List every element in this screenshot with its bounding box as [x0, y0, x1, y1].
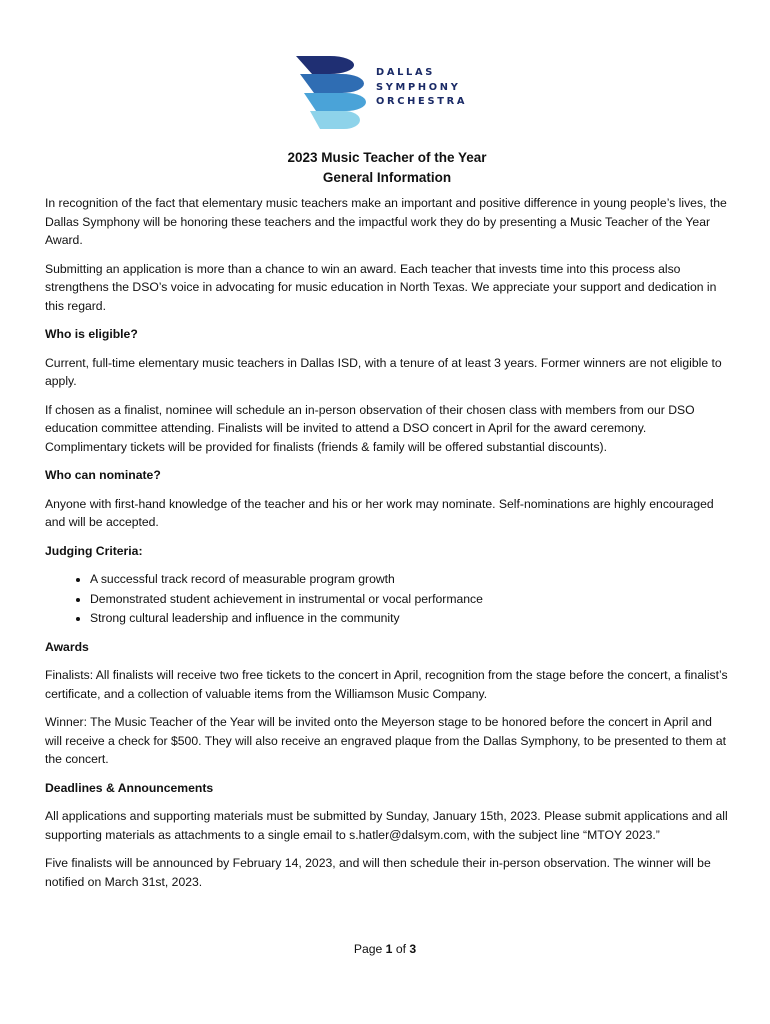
document-title: [45, 148, 729, 188]
logo-band-lightblue: [304, 93, 366, 111]
intro-paragraph-1: In recognition of the fact that elementary music teachers make an important and positive difference in young people’s lives, the Dallas Symphony will be honoring these teachers and the impactful work they do by presenting a Music Teacher of the Year Award.: [45, 196, 727, 247]
title-line-2: General Information: [322, 170, 452, 185]
dso-logo-mark-icon: [290, 52, 370, 130]
awards-finalists-paragraph: Finalists: All finalists will receive two free tickets to the concert in April, recognition from the stage before the concert, a finalist’s certificate, and a collection of valuable items from the Williamson Music Company.: [45, 668, 728, 701]
document-body: [45, 148, 729, 901]
nominate-heading: Who can nominate?: [45, 468, 161, 482]
awards-winner-paragraph: Winner: The Music Teacher of the Year will be invited onto the Meyerson stage to be honored before the concert in April and will receive a check for $500. They will also receive an engraved plaque from the Dallas Symphony, to be presented to them at the concert.: [45, 715, 727, 766]
deadlines-paragraph-1: All applications and supporting materials must be submitted by Sunday, January 15th, 2023. Please submit applications and all supporting materials as attachments to a single email to s.hatler@dalsym.com, with the subject line “MTOY 2023.”: [45, 809, 728, 842]
dso-logo: [290, 52, 490, 130]
judging-criterion: • A successful track record of measurable program growth: [90, 570, 729, 589]
deadlines-paragraph-2: Five finalists will be announced by February 14, 2023, and will then schedule their in-person observation. The winner will be notified on March 31st, 2023.: [45, 856, 711, 889]
intro-paragraph-2: Submitting an application is more than a chance to win an award. Each teacher that invests time into this process also strengthens the DSO’s voice in advocating for music education in North Texas. We appreciate your support and dedication in this regard.: [45, 261, 717, 313]
logo-band-blue: [300, 74, 364, 93]
logo-band-paleblue: [310, 111, 360, 129]
eligible-heading: Who is eligible?: [45, 327, 138, 341]
page-label: Page: [353, 942, 383, 956]
title-line-1: 2023 Music Teacher of the Year: [287, 150, 487, 165]
page-current: 1: [385, 942, 393, 956]
judging-criterion: • Strong cultural leadership and influence in the community: [90, 609, 729, 628]
eligible-paragraph-2: If chosen as a finalist, nominee will schedule an in-person observation of their chosen class with members from our DSO education committee attending. Finalists will be invited to attend a DSO concert in April for the award ceremony. Complimentary tickets will be provided for finalists (friends & family will be offered substantial discounts).: [45, 402, 695, 454]
logo-wordmark: [376, 66, 467, 110]
page-of-label: of: [395, 942, 407, 956]
logo-line-dallas: DALLAS: [376, 67, 436, 78]
logo-line-orchestra: ORCHESTRA: [376, 96, 468, 107]
page-total: 3: [409, 942, 417, 956]
logo-line-symphony: SYMPHONY: [376, 81, 461, 93]
page-footer: [0, 942, 770, 956]
logo-band-navy: [296, 56, 354, 74]
deadlines-heading: Deadlines & Announcements: [45, 780, 214, 795]
judging-heading: Judging Criteria:: [45, 543, 143, 558]
eligible-paragraph-1: Current, full-time elementary music teachers in Dallas ISD, with a tenure of at least 3 years. Former winners are not eligible to apply.: [45, 355, 722, 388]
judging-criteria-list: [45, 570, 729, 628]
nominate-paragraph: Anyone with first-hand knowledge of the teacher and his or her work may nominate. Self-nominations are highly encouraged and will be accepted.: [45, 496, 714, 529]
judging-criterion: • Demonstrated student achievement in instrumental or vocal performance: [90, 590, 729, 609]
awards-heading: Awards: [45, 639, 89, 654]
